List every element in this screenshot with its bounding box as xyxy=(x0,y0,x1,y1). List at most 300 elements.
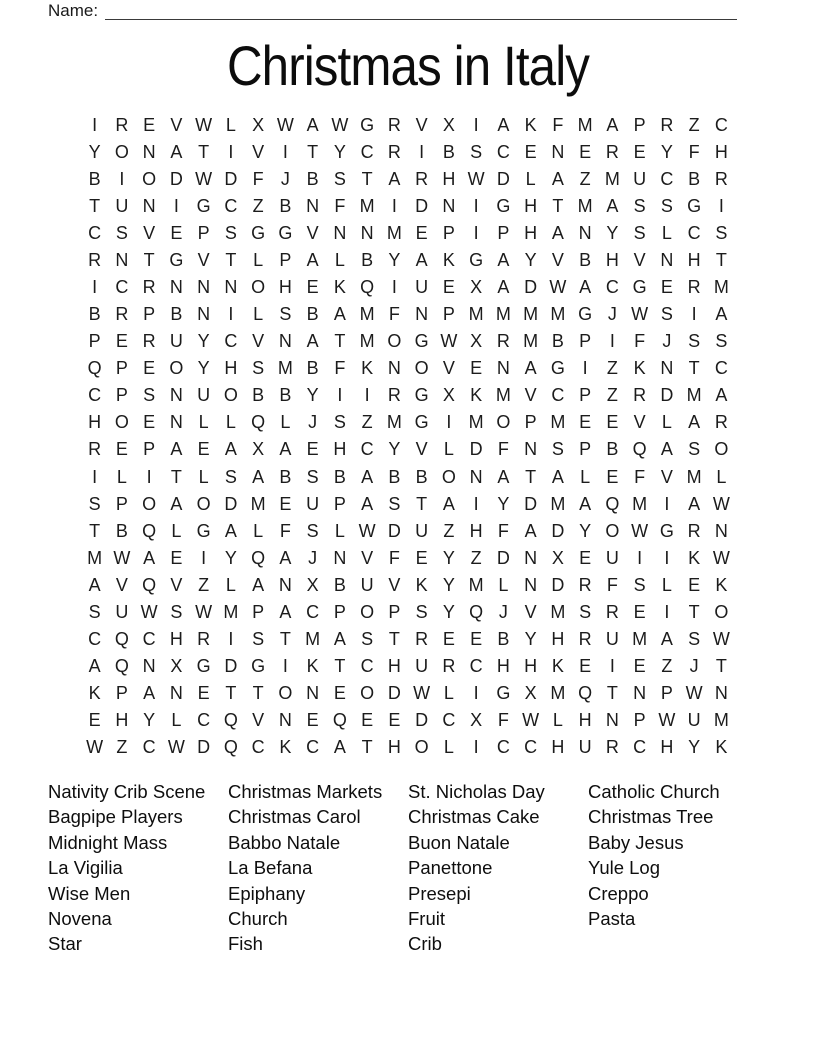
grid-letter-r21c18: K xyxy=(551,656,564,677)
grid-letter-r4c18: T xyxy=(552,195,564,216)
grid-letter-r7c18: W xyxy=(549,277,567,297)
grid-letter-r16c24: N xyxy=(714,520,728,541)
grid-letter-r9c5: Y xyxy=(197,331,210,352)
grid-letter-r9c16: R xyxy=(496,331,510,352)
grid-letter-r11c20: Z xyxy=(606,385,618,406)
grid-letter-r4c14: N xyxy=(442,195,456,216)
grid-letter-r22c9: N xyxy=(306,683,320,704)
grid-letter-r9c12: O xyxy=(387,331,402,352)
grid-letter-r17c14: Y xyxy=(442,547,455,568)
grid-letter-r7c14: E xyxy=(442,277,455,297)
grid-letter-r20c9: M xyxy=(305,629,321,650)
grid-letter-r6c5: V xyxy=(197,249,210,270)
grid-letter-r7c11: Q xyxy=(360,277,375,297)
grid-letter-r3c4: D xyxy=(169,168,183,189)
grid-letter-r11c6: O xyxy=(223,385,238,406)
grid-letter-r18c20: F xyxy=(606,574,618,595)
grid-letter-r10c3: E xyxy=(143,358,156,379)
grid-letter-r19c9: C xyxy=(306,601,320,622)
grid-letter-r2c9: T xyxy=(307,141,319,162)
grid-letter-r21c2: Q xyxy=(114,656,129,677)
grid-letter-r2c20: R xyxy=(605,141,619,162)
grid-letter-r11c5: U xyxy=(197,385,211,406)
grid-letter-r15c12: S xyxy=(388,493,401,514)
grid-letter-r17c22: I xyxy=(664,547,670,568)
grid-letter-r20c11: S xyxy=(361,629,374,650)
grid-letter-r2c17: E xyxy=(524,141,537,162)
grid-letter-r18c18: D xyxy=(551,574,565,595)
grid-letter-r1c9: A xyxy=(306,114,319,135)
grid-letter-r18c16: L xyxy=(498,574,509,595)
grid-letter-r3c15: W xyxy=(467,168,485,189)
grid-letter-r3c17: L xyxy=(525,168,536,189)
grid-letter-r14c8: B xyxy=(279,466,292,487)
grid-letter-r1c15: I xyxy=(473,114,479,135)
grid-letter-r1c5: W xyxy=(195,114,213,135)
grid-letter-r6c10: L xyxy=(334,249,345,270)
grid-letter-r17c17: N xyxy=(524,547,538,568)
grid-letter-r23c16: F xyxy=(497,710,509,731)
grid-letter-r18c6: L xyxy=(225,574,236,595)
grid-letter-r12c16: O xyxy=(496,412,511,433)
grid-letter-r22c5: E xyxy=(197,683,210,704)
word-list-item: Christmas Tree xyxy=(588,806,714,828)
word-list-item: Nativity Crib Scene xyxy=(48,781,206,802)
grid-letter-r1c24: C xyxy=(714,114,728,135)
grid-letter-r9c23: S xyxy=(688,331,701,352)
grid-letter-r16c1: T xyxy=(89,520,101,541)
grid-letter-r3c2: I xyxy=(119,168,125,189)
grid-letter-r1c12: R xyxy=(387,114,401,135)
grid-letter-r20c22: A xyxy=(660,629,673,650)
grid-letter-r11c13: G xyxy=(414,385,429,406)
grid-letter-r1c20: A xyxy=(606,114,619,135)
grid-letter-r9c8: N xyxy=(278,331,292,352)
grid-letter-r22c10: E xyxy=(333,683,346,704)
grid-letter-r16c14: Z xyxy=(443,520,455,541)
grid-letter-r13c2: E xyxy=(115,439,128,460)
grid-letter-r8c22: S xyxy=(660,304,673,325)
grid-letter-r10c21: K xyxy=(633,358,646,379)
grid-letter-r12c5: L xyxy=(198,412,209,433)
grid-letter-r5c20: Y xyxy=(606,222,619,243)
grid-letter-r4c20: A xyxy=(606,195,619,216)
grid-letter-r7c9: E xyxy=(306,277,319,297)
grid-letter-r20c18: H xyxy=(551,629,565,650)
grid-letter-r11c8: B xyxy=(279,385,292,406)
grid-letter-r24c10: A xyxy=(333,737,346,758)
grid-letter-r4c8: B xyxy=(279,195,292,216)
grid-letter-r4c17: H xyxy=(524,195,538,216)
grid-letter-r7c21: G xyxy=(632,277,647,297)
grid-letter-r18c19: R xyxy=(578,574,592,595)
grid-letter-r7c4: N xyxy=(169,277,183,297)
word-list-item: Fish xyxy=(228,933,263,955)
grid-letter-r11c7: B xyxy=(252,385,265,406)
grid-letter-r13c10: H xyxy=(333,439,347,460)
grid-letter-r9c9: A xyxy=(306,331,319,352)
grid-letter-r7c10: K xyxy=(333,277,346,297)
grid-letter-r16c2: B xyxy=(115,520,128,541)
grid-letter-r21c21: E xyxy=(633,656,646,677)
grid-letter-r6c6: T xyxy=(225,249,237,270)
grid-letter-r2c6: I xyxy=(228,141,234,162)
grid-letter-r17c3: A xyxy=(143,547,156,568)
grid-letter-r1c17: K xyxy=(524,114,537,135)
grid-letter-r8c4: B xyxy=(170,304,183,325)
grid-letter-r22c3: A xyxy=(143,683,156,704)
grid-letter-r5c9: V xyxy=(306,222,319,243)
grid-letter-r13c21: Q xyxy=(632,439,647,460)
grid-letter-r19c10: P xyxy=(333,601,346,622)
grid-letter-r16c15: H xyxy=(469,520,483,541)
grid-letter-r5c13: E xyxy=(415,222,428,243)
grid-letter-r9c17: M xyxy=(523,331,539,352)
grid-letter-r23c24: M xyxy=(713,710,729,731)
grid-letter-r2c11: C xyxy=(360,141,374,162)
grid-letter-r20c19: R xyxy=(578,629,592,650)
word-list xyxy=(48,779,768,957)
grid-letter-r14c14: O xyxy=(441,466,456,487)
grid-letter-r18c14: Y xyxy=(442,574,455,595)
grid-letter-r9c14: W xyxy=(440,331,458,352)
grid-letter-r5c10: N xyxy=(333,222,347,243)
grid-letter-r4c23: G xyxy=(687,195,702,216)
grid-letter-r8c19: G xyxy=(578,304,593,325)
grid-letter-r9c19: P xyxy=(579,331,592,352)
grid-letter-r5c7: G xyxy=(251,222,266,243)
grid-letter-r16c20: O xyxy=(605,520,620,541)
grid-letter-r15c11: A xyxy=(361,493,374,514)
grid-letter-r15c5: O xyxy=(196,493,211,514)
grid-letter-r14c23: M xyxy=(686,466,702,487)
grid-letter-r21c16: H xyxy=(496,656,510,677)
grid-letter-r12c24: R xyxy=(714,412,728,433)
grid-letter-r17c4: E xyxy=(170,547,183,568)
grid-letter-r19c6: M xyxy=(223,601,239,622)
grid-letter-r3c5: W xyxy=(195,168,213,189)
grid-letter-r23c18: L xyxy=(552,710,563,731)
grid-letter-r12c4: N xyxy=(169,412,183,433)
grid-letter-r5c21: S xyxy=(633,222,646,243)
grid-letter-r20c15: E xyxy=(470,629,483,650)
grid-letter-r6c4: G xyxy=(169,249,184,270)
grid-letter-r15c4: A xyxy=(170,493,183,514)
grid-letter-r11c14: X xyxy=(442,385,455,406)
grid-letter-r11c15: K xyxy=(470,385,483,406)
grid-letter-r21c19: E xyxy=(579,656,592,677)
grid-letter-r10c13: O xyxy=(414,358,429,379)
grid-letter-r1c23: Z xyxy=(688,114,700,135)
grid-letter-r8c24: A xyxy=(715,304,728,325)
grid-letter-r2c4: A xyxy=(170,141,183,162)
grid-letter-r16c8: F xyxy=(279,520,291,541)
grid-letter-r8c21: W xyxy=(631,304,649,325)
grid-letter-r21c11: C xyxy=(360,656,374,677)
grid-letter-r2c5: T xyxy=(198,141,210,162)
grid-letter-r6c24: T xyxy=(715,249,727,270)
grid-letter-r19c14: Y xyxy=(442,601,455,622)
grid-letter-r15c9: U xyxy=(306,493,320,514)
grid-letter-r6c22: N xyxy=(660,249,674,270)
grid-letter-r6c19: B xyxy=(579,249,592,270)
grid-letter-r9c7: V xyxy=(252,331,265,352)
grid-letter-r8c3: P xyxy=(143,304,156,325)
grid-letter-r10c23: T xyxy=(688,358,700,379)
grid-letter-r3c8: J xyxy=(280,168,290,189)
grid-letter-r1c21: P xyxy=(633,114,646,135)
grid-letter-r10c22: N xyxy=(660,358,674,379)
grid-letter-r20c23: S xyxy=(688,629,701,650)
grid-letter-r10c19: I xyxy=(582,358,588,379)
grid-letter-r11c11: I xyxy=(364,385,370,406)
grid-letter-r8c15: M xyxy=(468,304,484,325)
grid-letter-r10c5: Y xyxy=(197,358,210,379)
grid-letter-r2c13: I xyxy=(419,141,425,162)
grid-letter-r3c14: H xyxy=(442,168,456,189)
grid-letter-r7c24: M xyxy=(713,277,729,297)
grid-letter-r16c4: L xyxy=(171,520,182,541)
grid-letter-r4c6: C xyxy=(224,195,238,216)
grid-letter-r6c8: P xyxy=(279,249,292,270)
grid-letter-r15c6: D xyxy=(224,493,238,514)
grid-letter-r16c5: G xyxy=(196,520,211,541)
grid-letter-r3c9: B xyxy=(306,168,319,189)
grid-letter-r24c3: C xyxy=(142,737,156,758)
grid-letter-r14c9: S xyxy=(306,466,319,487)
grid-letter-r17c8: A xyxy=(279,547,292,568)
grid-letter-r18c4: V xyxy=(170,574,183,595)
grid-letter-r8c17: M xyxy=(523,304,539,325)
grid-letter-r11c3: S xyxy=(143,385,156,406)
grid-letter-r11c4: N xyxy=(169,385,183,406)
word-list-item: Yule Log xyxy=(588,857,661,879)
grid-letter-r14c17: T xyxy=(525,466,537,487)
grid-letter-r5c23: C xyxy=(687,222,701,243)
grid-letter-r3c16: D xyxy=(496,168,510,189)
grid-letter-r7c5: N xyxy=(197,277,211,297)
grid-letter-r5c4: E xyxy=(170,222,183,243)
grid-letter-r21c17: H xyxy=(524,656,538,677)
grid-letter-r7c7: O xyxy=(251,277,266,297)
grid-letter-r24c4: W xyxy=(167,737,185,758)
grid-letter-r14c5: L xyxy=(198,466,209,487)
grid-letter-r20c2: Q xyxy=(114,629,129,650)
grid-letter-r2c14: B xyxy=(442,141,455,162)
grid-letter-r20c24: W xyxy=(712,629,730,650)
grid-letter-r20c3: C xyxy=(142,629,156,650)
grid-letter-r2c15: S xyxy=(470,141,483,162)
grid-letter-r6c21: V xyxy=(633,249,646,270)
grid-letter-r5c24: S xyxy=(715,222,728,243)
grid-letter-r9c3: R xyxy=(142,331,156,352)
word-list-item: Buon Natale xyxy=(408,831,510,853)
grid-letter-r18c21: S xyxy=(633,574,646,595)
grid-letter-r20c16: B xyxy=(497,629,510,650)
grid-letter-r15c21: M xyxy=(632,493,648,514)
grid-letter-r17c15: Z xyxy=(470,547,482,568)
grid-letter-r24c17: C xyxy=(524,737,538,758)
grid-letter-r9c22: J xyxy=(662,331,672,352)
word-list-column xyxy=(408,779,588,957)
grid-letter-r3c11: T xyxy=(361,168,373,189)
grid-letter-r11c1: C xyxy=(88,385,102,406)
grid-letter-r1c1: I xyxy=(92,114,98,135)
grid-letter-r19c16: J xyxy=(498,601,508,622)
grid-letter-r16c23: R xyxy=(687,520,701,541)
grid-letter-r18c17: N xyxy=(524,574,538,595)
grid-letter-r22c1: K xyxy=(88,683,101,704)
grid-letter-r11c18: C xyxy=(551,385,565,406)
grid-letter-r20c5: R xyxy=(197,629,211,650)
grid-letter-r7c6: N xyxy=(224,277,238,297)
grid-letter-r6c9: A xyxy=(306,249,319,270)
grid-letter-r22c24: N xyxy=(714,683,728,704)
grid-letter-r15c23: A xyxy=(688,493,701,514)
grid-letter-r2c8: I xyxy=(282,141,288,162)
grid-letter-r17c6: Y xyxy=(224,547,237,568)
grid-letter-r5c14: P xyxy=(442,222,455,243)
grid-letter-r17c5: I xyxy=(201,547,207,568)
grid-letter-r16c17: A xyxy=(524,520,537,541)
grid-letter-r8c20: J xyxy=(607,304,617,325)
grid-letter-r11c17: V xyxy=(524,385,537,406)
grid-letter-r19c24: O xyxy=(714,601,729,622)
grid-letter-r14c12: B xyxy=(388,466,401,487)
grid-letter-r22c13: W xyxy=(413,683,431,704)
grid-letter-r6c13: A xyxy=(415,249,428,270)
grid-letter-r14c7: A xyxy=(252,466,265,487)
grid-letter-r17c10: N xyxy=(333,547,347,568)
grid-letter-r5c17: H xyxy=(524,222,538,243)
grid-letter-r15c1: S xyxy=(88,493,101,514)
grid-letter-r19c22: I xyxy=(664,601,670,622)
grid-letter-r5c18: A xyxy=(551,222,564,243)
grid-letter-r3c6: D xyxy=(224,168,238,189)
grid-letter-r18c3: Q xyxy=(142,574,157,595)
grid-letter-r14c24: L xyxy=(716,466,727,487)
word-list-item: Pasta xyxy=(588,908,636,930)
grid-letter-r11c24: A xyxy=(715,385,728,406)
grid-letter-r24c20: R xyxy=(605,737,619,758)
grid-letter-r22c21: N xyxy=(633,683,647,704)
grid-letter-r9c10: T xyxy=(334,331,346,352)
word-search-grid xyxy=(81,111,735,761)
grid-letter-r1c16: A xyxy=(497,114,510,135)
word-list-item: Panettone xyxy=(408,857,493,879)
grid-letter-r14c3: I xyxy=(146,466,152,487)
grid-letter-r17c21: I xyxy=(637,547,643,568)
grid-letter-r14c10: B xyxy=(333,466,346,487)
grid-letter-r19c23: T xyxy=(688,601,700,622)
grid-letter-r24c9: C xyxy=(306,737,320,758)
grid-letter-r5c8: G xyxy=(278,222,293,243)
grid-letter-r15c2: P xyxy=(115,493,128,514)
grid-letter-r16c10: L xyxy=(334,520,345,541)
grid-letter-r12c11: Z xyxy=(361,412,373,433)
grid-letter-r22c8: O xyxy=(278,683,293,704)
grid-letter-r24c2: Z xyxy=(116,737,128,758)
grid-letter-r1c18: F xyxy=(552,114,564,135)
grid-letter-r23c13: D xyxy=(415,710,429,731)
grid-letter-r24c22: H xyxy=(660,737,674,758)
word-list-item: Novena xyxy=(48,908,112,930)
grid-letter-r14c16: A xyxy=(497,466,510,487)
grid-letter-r13c17: N xyxy=(524,439,538,460)
grid-letter-r4c22: S xyxy=(660,195,673,216)
grid-letter-r12c2: O xyxy=(114,412,129,433)
grid-letter-r7c22: E xyxy=(660,277,673,297)
grid-letter-r10c20: Z xyxy=(606,358,618,379)
grid-letter-r21c9: K xyxy=(306,656,319,677)
grid-letter-r5c1: C xyxy=(88,222,102,243)
grid-letter-r19c1: S xyxy=(88,601,101,622)
name-row xyxy=(48,0,737,22)
grid-letter-r24c15: I xyxy=(473,737,479,758)
grid-letter-r1c6: L xyxy=(225,114,236,135)
word-list-column xyxy=(588,779,768,957)
grid-letter-r10c8: M xyxy=(277,358,293,379)
grid-letter-r18c12: V xyxy=(388,574,401,595)
grid-letter-r21c12: H xyxy=(387,656,401,677)
grid-letter-r24c5: D xyxy=(197,737,211,758)
grid-letter-r3c12: A xyxy=(388,168,401,189)
grid-letter-r9c24: S xyxy=(715,331,728,352)
grid-letter-r22c2: P xyxy=(115,683,128,704)
grid-letter-r10c1: Q xyxy=(87,358,102,379)
grid-letter-r1c3: E xyxy=(143,114,156,135)
grid-letter-r20c6: I xyxy=(228,629,234,650)
grid-letter-r23c11: E xyxy=(361,710,374,731)
grid-letter-r11c23: M xyxy=(686,385,702,406)
grid-letter-r23c7: V xyxy=(252,710,265,731)
grid-letter-r7c16: A xyxy=(497,277,510,297)
grid-letter-r13c9: E xyxy=(306,439,319,460)
grid-letter-r6c23: H xyxy=(687,249,701,270)
grid-letter-r18c13: K xyxy=(415,574,428,595)
word-list-column xyxy=(228,779,408,957)
grid-letter-r14c21: F xyxy=(634,466,646,487)
grid-letter-r4c10: F xyxy=(334,195,346,216)
grid-letter-r6c16: A xyxy=(497,249,510,270)
grid-letter-r23c17: W xyxy=(522,710,540,731)
grid-letter-r21c7: G xyxy=(251,656,266,677)
grid-letter-r14c2: L xyxy=(116,466,127,487)
grid-letter-r21c20: I xyxy=(609,656,615,677)
word-list-item: Babbo Natale xyxy=(228,831,341,853)
grid-letter-r10c10: F xyxy=(334,358,346,379)
grid-letter-r6c18: V xyxy=(551,249,564,270)
grid-letter-r1c8: W xyxy=(276,114,294,135)
grid-letter-r15c3: O xyxy=(142,493,157,514)
word-list-item: Baby Jesus xyxy=(588,831,684,853)
grid-letter-r10c7: S xyxy=(252,358,265,379)
grid-letter-r23c22: W xyxy=(658,710,676,731)
grid-letter-r6c2: N xyxy=(115,249,129,270)
grid-letter-r13c6: A xyxy=(224,439,237,460)
word-list-item: Christmas Cake xyxy=(408,806,540,828)
grid-letter-r17c19: E xyxy=(579,547,592,568)
grid-letter-r19c2: U xyxy=(115,601,129,622)
grid-letter-r12c21: V xyxy=(633,412,646,433)
grid-letter-r21c5: G xyxy=(196,656,211,677)
grid-letter-r8c12: F xyxy=(388,304,400,325)
grid-letter-r10c16: N xyxy=(496,358,510,379)
grid-letter-r23c4: L xyxy=(171,710,182,731)
grid-letter-r11c22: D xyxy=(660,385,674,406)
grid-letter-r23c8: N xyxy=(278,710,292,731)
grid-letter-r19c13: S xyxy=(415,601,428,622)
